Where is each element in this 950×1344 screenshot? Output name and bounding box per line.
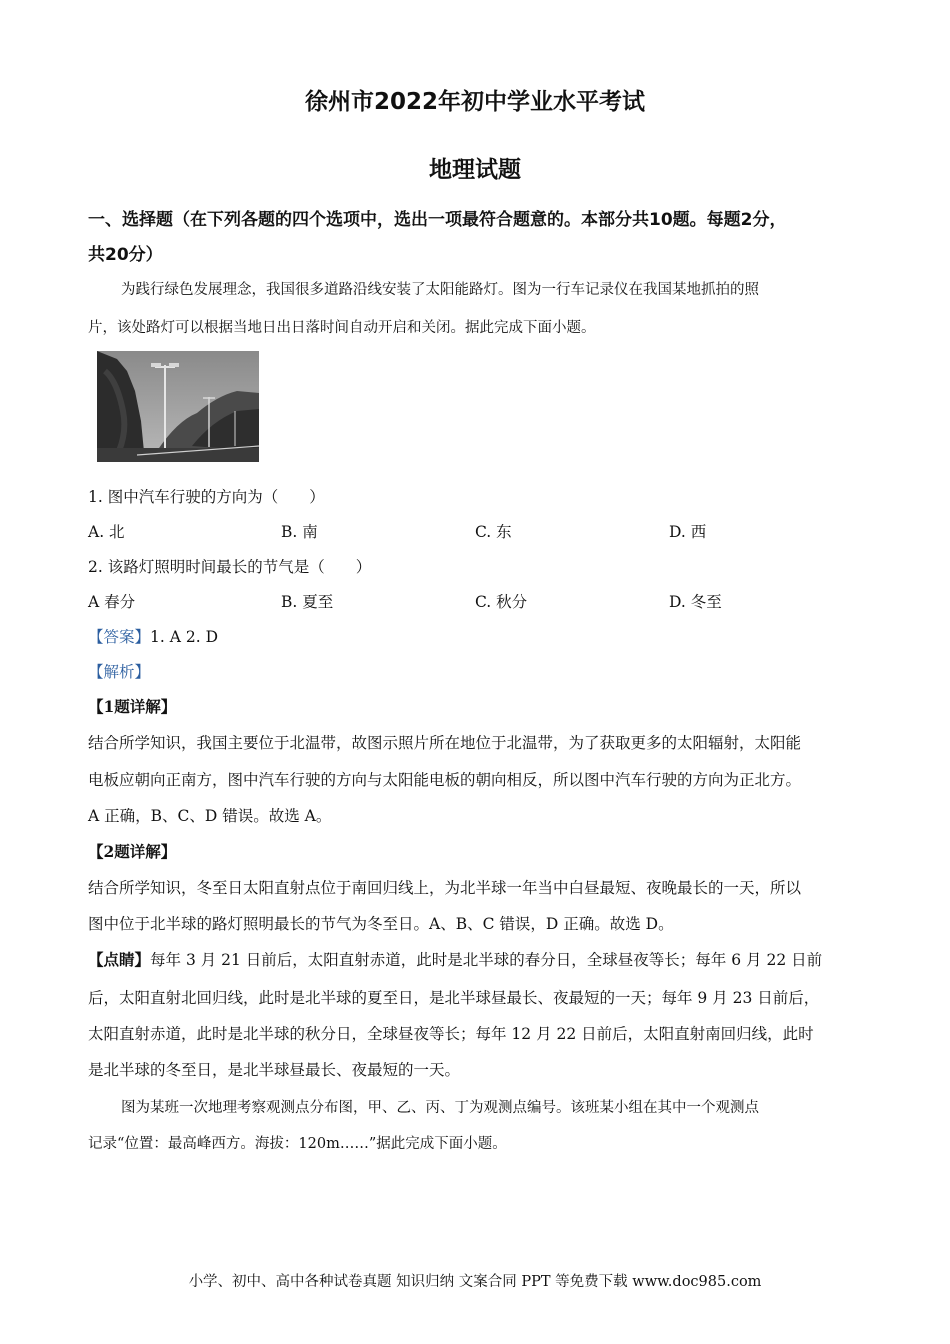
intro2-line1: 图为某班一次地理考察观测点分布图，甲、乙、丙、丁为观测点编号。该班某小组在其中一个观测点 [121,1100,759,1116]
q1-option-d: D. 西 [669,523,707,541]
detail2-line1: 结合所学知识，冬至日太阳直射点位于南回归线上，为北半球一年当中白昼最短、夜晚最长的一天，所以 [88,879,802,897]
q1-stem: 1. 图中汽车行驶的方向为（ ） [88,488,325,506]
answer-text: 1. A 2. D [150,628,218,646]
q1-option-b: B. 南 [281,523,318,541]
q2-option-c: C. 秋分 [475,593,528,611]
intro1-line2: 片，该处路灯可以根据当地日出日落时间自动开启和关闭。据此完成下面小题。 [88,320,596,336]
page-subtitle: 地理试题 [429,157,521,183]
detail1-tag: 【1题详解】 [88,697,177,716]
answer-tag: 【答案】 [88,628,151,646]
intro1-line1: 为践行绿色发展理念，我国很多道路沿线安装了太阳能路灯。图为一行车记录仪在我国某地抓拍的照 [121,282,759,298]
intro2-line2: 记录“位置：最高峰西方。海拔：120m……”据此完成下面小题。 [88,1136,507,1152]
page-footer: 小学、初中、高中各种试卷真题 知识归纳 文案合同 PPT 等免费下载 www.doc985.com [188,1274,762,1290]
q2-option-d: D. 冬至 [669,593,722,611]
q1-option-c: C. 东 [475,523,512,541]
page-title: 徐州市2022年初中学业水平考试 [304,89,645,115]
tip-line1 [88,948,822,970]
detail1-line3: A 正确，B、C、D 错误。故选 A。 [88,807,332,825]
q2-option-a: A 春分 [88,593,136,611]
analysis-tag: 【解析】 [88,663,151,681]
answer-line [88,625,218,647]
tip-line1-text: 每年 3 月 21 日前后，太阳直射赤道，此时是北半球的春分日，全球昼夜等长；每年 6 月 22 日前 [150,951,823,969]
detail1-line2: 电板应朝向正南方，图中汽车行驶的方向与太阳能电板的朝向相反，所以图中汽车行驶的方向为正北方。 [88,771,802,789]
detail1-line1: 结合所学知识，我国主要位于北温带，故图示照片所在地位于北温带，为了获取更多的太阳辐射，太阳能 [88,734,802,752]
detail2-tag: 【2题详解】 [88,842,177,861]
q1-option-a: A. 北 [88,523,125,541]
section-heading-line2: 共20分） [88,245,163,265]
detail2-line2: 图中位于北半球的路灯照明最长的节气为冬至日。A、B、C 错误，D 正确。故选 D。 [88,915,674,933]
tip-tag: 【点睛】 [88,950,151,969]
tip-line4: 是北半球的冬至日，是北半球昼最长、夜最短的一天。 [88,1061,461,1079]
section-heading-line1: 一、选择题（在下列各题的四个选项中，选出一项最符合题意的。本部分共10题。每题2分， [88,210,787,230]
q2-option-b: B. 夏至 [281,593,334,611]
tip-line3: 太阳直射赤道，此时是北半球的秋分日，全球昼夜等长；每年 12 月 22 日前后，太阳直射南回归线，此时 [88,1025,814,1043]
tip-line2: 后，太阳直射北回归线，此时是北半球的夏至日，是北半球昼最长、夜最短的一天；每年 9 月 23 日前后， [88,989,820,1007]
solar-streetlight-photo [97,351,259,462]
q2-stem: 2. 该路灯照明时间最长的节气是（ ） [88,558,372,576]
